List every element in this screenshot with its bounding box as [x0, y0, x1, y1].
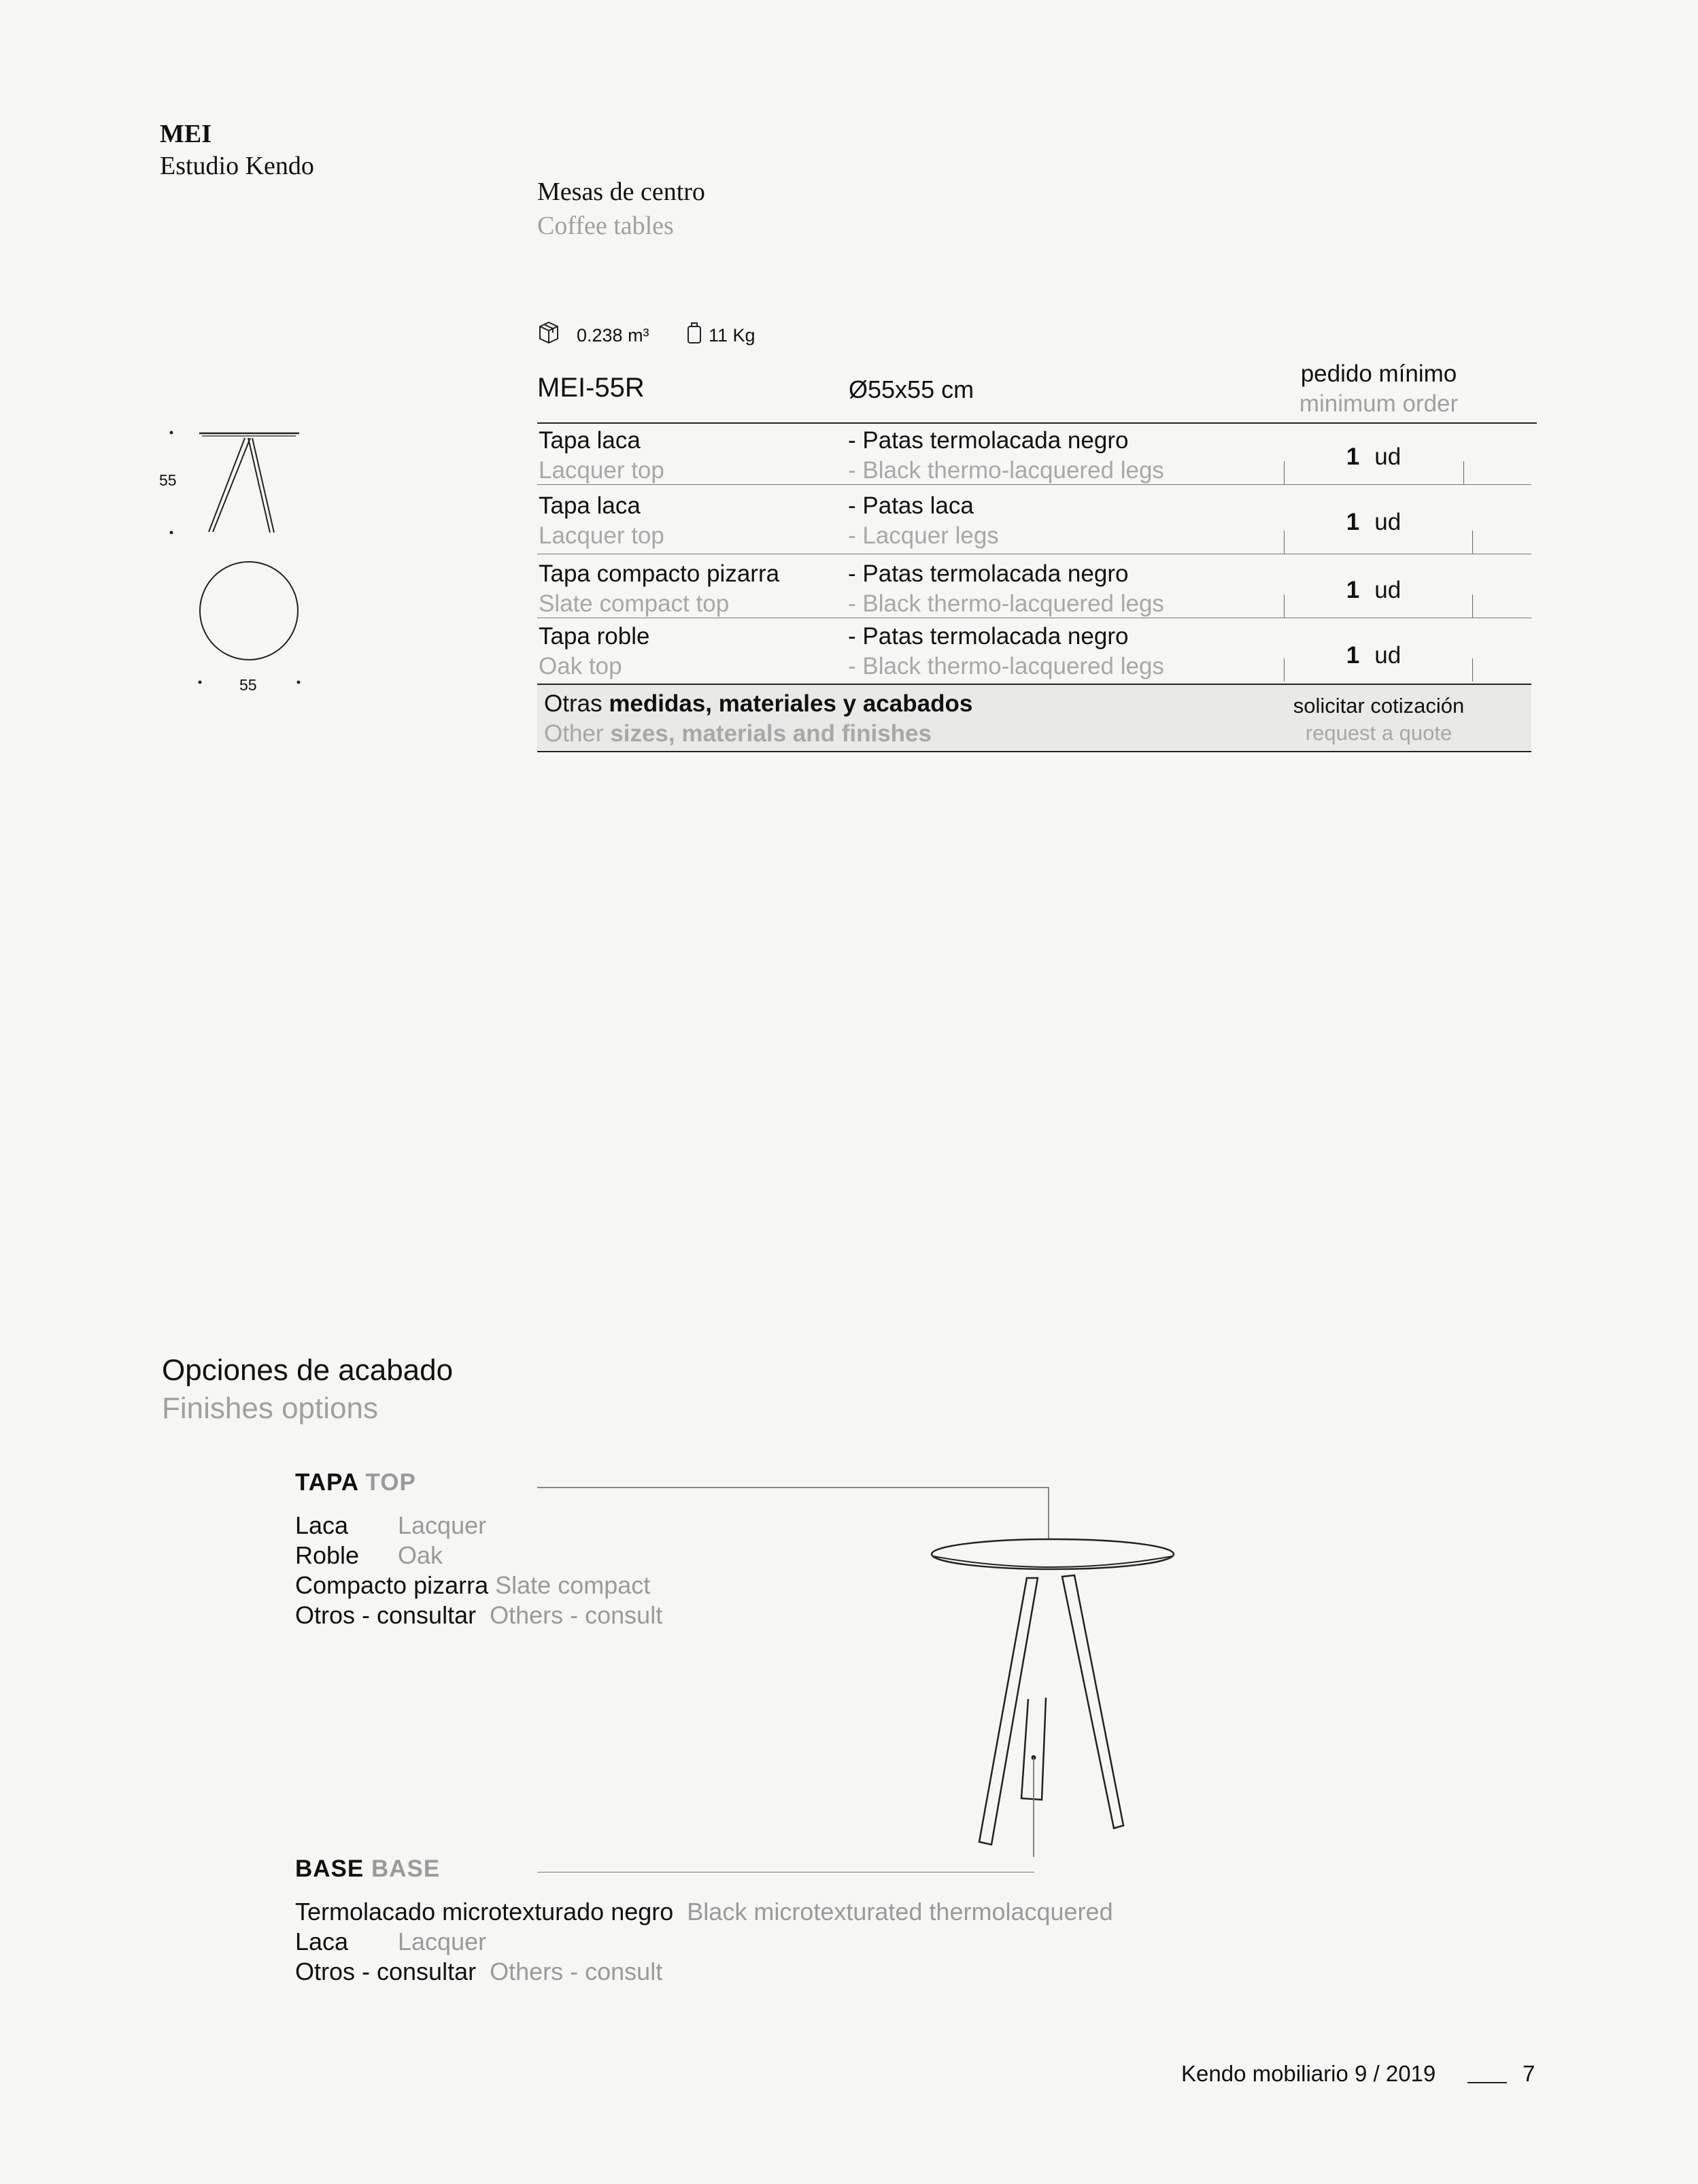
top-option-en: Lacquer	[398, 1511, 487, 1539]
row-top-es: Tapa laca	[539, 492, 641, 519]
table-illustration	[530, 1476, 1197, 1857]
row-top-en: Slate compact top	[539, 590, 730, 617]
top-option: Laca	[295, 1511, 349, 1539]
row-top-es: Tapa laca	[539, 427, 641, 454]
designer-name: Estudio Kendo	[160, 152, 314, 180]
weight-value: 11 Kg	[709, 325, 755, 346]
model-code: MEI-55R	[537, 373, 645, 403]
row-top-en: Lacquer top	[539, 457, 664, 484]
row-legs-en: - Black thermo-lacquered legs	[848, 653, 1164, 679]
quantity-value: 1	[1346, 642, 1360, 669]
custom-options-en: Other sizes, materials and finishes	[544, 720, 932, 747]
quantity-unit: ud	[1374, 577, 1402, 603]
base-option-en: Lacquer	[398, 1928, 487, 1955]
row-legs-en: - Lacquer legs	[848, 522, 999, 549]
row-legs-en: - Black thermo-lacquered legs	[848, 457, 1164, 484]
top-option-en: Oak	[398, 1541, 443, 1569]
height-dimension: 55	[159, 471, 177, 489]
qty-bracket-left	[1284, 594, 1285, 618]
row-legs-es: - Patas termolacada negro	[848, 560, 1129, 587]
qty-bracket-right	[1472, 658, 1473, 682]
base-option: Otros - consultar Others - consult	[295, 1958, 663, 1985]
qty-bracket-right	[1463, 461, 1464, 484]
category-es: Mesas de centro	[537, 178, 705, 206]
row-top-en: Lacquer top	[539, 522, 664, 549]
min-order-label-en: minimum order	[1299, 390, 1459, 417]
top-option: Compacto pizarra Slate compact	[295, 1571, 651, 1599]
row-top-en: Oak top	[539, 653, 622, 679]
weight-icon	[685, 320, 703, 347]
top-section-label: TAPA TOP	[295, 1469, 416, 1496]
qty-bracket-right	[1472, 594, 1473, 618]
quantity-unit: ud	[1374, 642, 1402, 669]
row-legs-en: - Black thermo-lacquered legs	[848, 590, 1164, 617]
row-legs-es: - Patas laca	[848, 492, 974, 519]
footer-rule	[1467, 2082, 1507, 2083]
request-quote-es: solicitar cotización	[1293, 694, 1465, 718]
custom-options-es: Otras medidas, materiales y acabados	[544, 690, 973, 717]
finishes-title-es: Opciones de acabado	[162, 1354, 454, 1387]
top-option: Roble	[295, 1541, 360, 1569]
technical-drawing	[153, 422, 316, 701]
category-en: Coffee tables	[537, 212, 674, 240]
row-quantity	[1285, 642, 1462, 669]
quantity-value: 1	[1346, 509, 1360, 535]
table-bottom-border	[537, 751, 1531, 752]
base-option: Termolacado microtexturado negro Black microtexturated thermolacquered	[295, 1898, 1113, 1926]
quantity-value: 1	[1346, 443, 1360, 470]
base-option: Laca	[295, 1928, 349, 1955]
quantity-value: 1	[1346, 577, 1360, 603]
row-quantity	[1285, 577, 1462, 604]
page-number: 7	[1523, 2061, 1535, 2086]
row-legs-es: - Patas termolacada negro	[848, 427, 1129, 454]
row-divider	[537, 484, 1531, 485]
volume-value: 0.238 m³	[577, 325, 649, 346]
row-top-es: Tapa compacto pizarra	[539, 560, 780, 587]
row-quantity	[1285, 443, 1462, 471]
top-option: Otros - consultar Others - consult	[295, 1601, 663, 1629]
qty-bracket-left	[1284, 531, 1285, 554]
quantity-unit: ud	[1374, 509, 1402, 535]
product-name: MEI	[160, 120, 211, 148]
box-icon	[537, 320, 560, 347]
min-order-label-es: pedido mínimo	[1300, 360, 1457, 387]
width-dimension: 55	[239, 676, 257, 694]
qty-bracket-left	[1284, 461, 1285, 484]
finishes-title-en: Finishes options	[162, 1392, 378, 1425]
row-top-es: Tapa roble	[539, 623, 650, 650]
quantity-unit: ud	[1374, 443, 1402, 470]
table-header-divider	[537, 422, 1537, 424]
footer-catalog: Kendo mobiliario 9 / 2019	[1181, 2061, 1436, 2086]
qty-bracket-right	[1472, 531, 1473, 554]
model-dimensions: Ø55x55 cm	[849, 375, 974, 403]
qty-bracket-left	[1284, 658, 1285, 682]
row-quantity	[1285, 509, 1462, 536]
request-quote-en: request a quote	[1305, 721, 1453, 745]
row-legs-es: - Patas termolacada negro	[848, 623, 1129, 650]
base-section-label: BASE BASE	[295, 1855, 441, 1882]
